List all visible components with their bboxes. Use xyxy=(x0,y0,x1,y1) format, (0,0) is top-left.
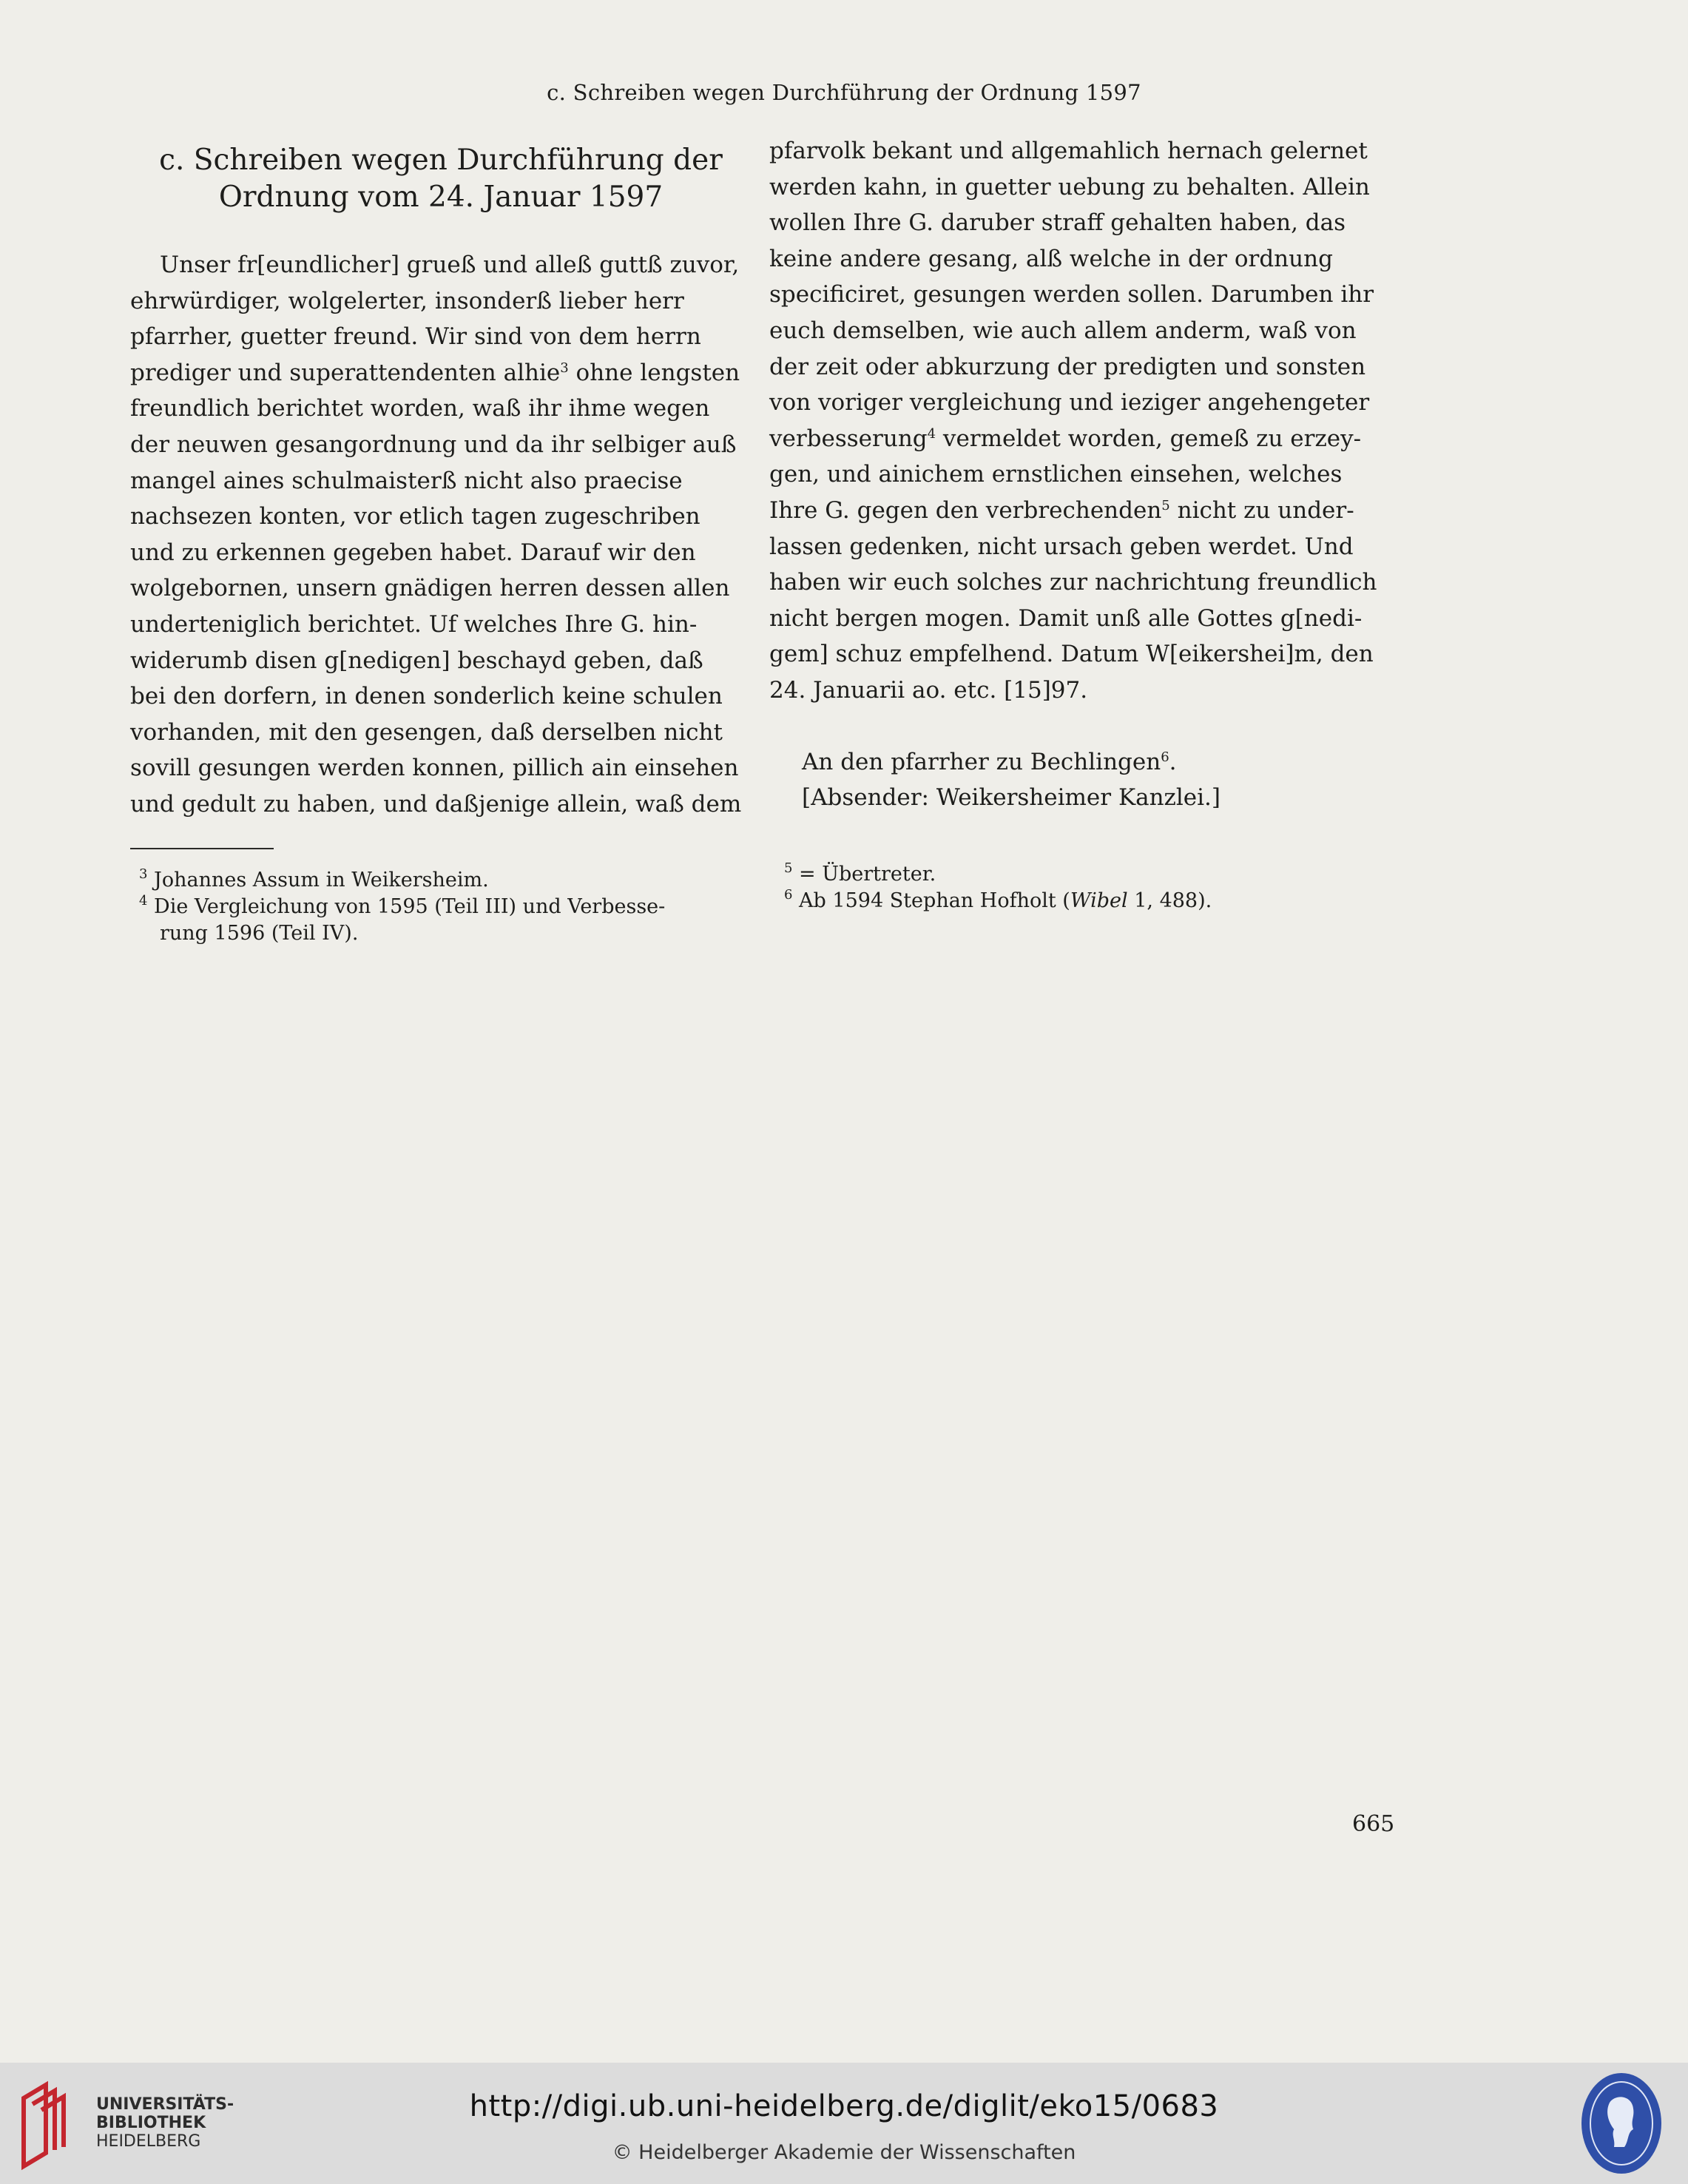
text-line: wolgebornen, unsern gnädigen herren dessen allen xyxy=(130,575,730,602)
page-number: 665 xyxy=(1352,1811,1395,1837)
running-head: c. Schreiben wegen Durchführung der Ordnung 1597 xyxy=(547,80,1141,105)
text-line: vorhanden, mit den gesengen, daß derselben nicht xyxy=(130,718,723,746)
text-line: und gedult zu haben, und daßjenige allein, waß dem xyxy=(130,790,742,818)
footnote-4: $^4$ Die Vergleichung von 1595 (Teil III) und Verbesse- rung 1596 (Teil IV). xyxy=(139,893,666,945)
text-line: freundlich berichtet worden, waß ihr ihme wegen xyxy=(130,395,710,422)
heading-line-2: Ordnung vom 24. Januar 1597 xyxy=(218,181,664,214)
text-line: Ihre G. gegen den verbrechenden$^5$ nicht zu under- xyxy=(769,496,1354,524)
text-line: und zu erkennen gegeben habet. Darauf wir den xyxy=(130,539,696,566)
text-line: nicht bergen mogen. Damit unß alle Gottes g[nedi- xyxy=(769,604,1363,632)
text-line: ehrwürdiger, wolgelerter, insonderß lieber herr xyxy=(130,287,684,314)
footnote-ref-3: 3 xyxy=(560,360,569,376)
text-line: der zeit oder abkurzung der predigten und sonsten xyxy=(769,353,1366,380)
footnote-ref-6: 6 xyxy=(1161,749,1169,765)
section-heading xyxy=(130,142,752,216)
left-column xyxy=(130,133,752,823)
footnote-rule xyxy=(130,848,274,849)
copyright-notice: © Heidelberger Akademie der Wissenschaften xyxy=(612,2141,1076,2164)
text-line: von voriger vergleichung und ieziger angehengeter xyxy=(769,389,1370,417)
academy-seal-icon[interactable] xyxy=(1581,2073,1661,2174)
address-block xyxy=(769,744,1383,815)
footnote-ref-5: 5 xyxy=(1161,497,1170,513)
text-line: werden kahn, in guetter uebung zu behalten. Allein xyxy=(769,173,1370,200)
text-line: lassen gedenken, nicht ursach geben werdet. Und xyxy=(769,533,1354,560)
permalink-url[interactable]: http://digi.ub.uni-heidelberg.de/diglit/eko15/0683 xyxy=(469,2089,1219,2123)
text-line: haben wir euch solches zur nachrichtung freundlich xyxy=(769,569,1377,596)
library-name: UNIVERSITÄTS- BIBLIOTHEK HEIDELBERG xyxy=(96,2095,234,2151)
text-line: widerumb disen g[nedigen] beschayd geben, daß xyxy=(130,647,703,674)
viewer-footer xyxy=(0,2063,1688,2184)
sender-line: [Absender: Weikersheimer Kanzlei.] xyxy=(802,783,1221,811)
footnote-6: $^6$ Ab 1594 Stephan Hofholt (Wibel 1, 488). xyxy=(784,887,1212,912)
text-line: specificiret, gesungen werden sollen. Darumben ihr xyxy=(769,281,1374,309)
text-line: der neuwen gesangordnung und da ihr selbiger auß xyxy=(130,431,737,458)
footnote-5: $^5$ = Übertreter. xyxy=(784,860,936,886)
text-line: 24. Januarii ao. etc. [15]97. xyxy=(769,676,1088,704)
address-line: An den pfarrher zu Bechlingen$^6$. xyxy=(802,748,1177,775)
text-line: underteniglich berichtet. Uf welches Ihre G. hin- xyxy=(130,610,698,638)
text-line: bei den dorfern, in denen sonderlich keine schulen xyxy=(130,683,723,710)
footnotes-right xyxy=(784,861,1391,914)
letter-body-left xyxy=(130,247,752,823)
text-line: nachsezen konten, vor etlich tagen zugeschriben xyxy=(130,503,700,530)
text-line: Unser fr[eundlicher] grueß und alleß guttß zuvor, xyxy=(160,252,740,278)
text-line: prediger und superattendenten alhie$^3$ ohne lengsten xyxy=(130,359,740,386)
right-column xyxy=(769,133,1383,815)
text-line: keine andere gesang, alß welche in der ordnung xyxy=(769,245,1333,272)
text-line: wollen Ihre G. daruber straff gehalten haben, das xyxy=(769,209,1346,237)
footnotes-left xyxy=(139,867,746,947)
text-line: sovill gesungen werden konnen, pillich ain einsehen xyxy=(130,755,739,782)
footnote-3: $^3$ Johannes Assum in Weikersheim. xyxy=(139,866,489,892)
text-line: pfarvolk bekant und allgemahlich hernach gelernet xyxy=(769,138,1368,164)
text-line: verbesserung$^4$ vermeldet worden, gemeß zu erzey- xyxy=(769,425,1362,452)
heading-line-1: c. Schreiben wegen Durchführung der xyxy=(159,144,723,177)
text-line: mangel aines schulmaisterß nicht also praecise xyxy=(130,467,683,494)
footnote-ref-4: 4 xyxy=(927,425,936,442)
text-line: gen, und ainichem ernstlichen einsehen, welches xyxy=(769,461,1343,488)
letter-body-right xyxy=(769,133,1383,815)
text-line: pfarrher, guetter freund. Wir sind von dem herrn xyxy=(130,323,701,351)
text-line: gem] schuz empfelhend. Datum W[eikershei]m, den xyxy=(769,641,1374,668)
text-line: euch demselben, wie auch allem anderm, waß von xyxy=(769,317,1357,344)
